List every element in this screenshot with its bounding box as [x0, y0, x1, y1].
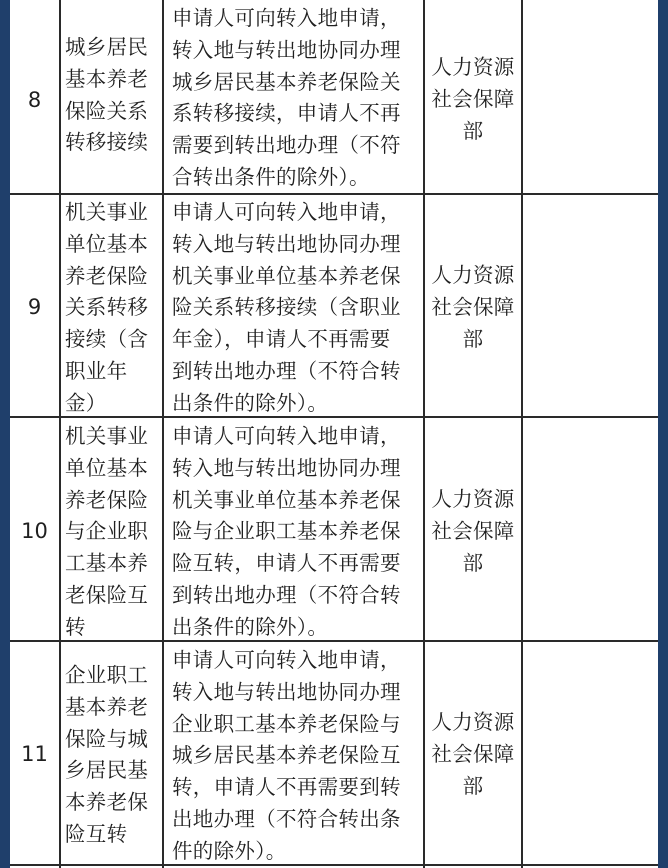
row-number: 11 — [21, 742, 48, 766]
row-number: 9 — [27, 295, 42, 319]
policy-table — [10, 0, 658, 868]
column-divider — [521, 0, 523, 868]
department: 人力资源 社会保障 部 — [431, 710, 515, 798]
column-divider — [162, 0, 164, 868]
row-number: 10 — [21, 519, 48, 543]
department: 人力资源 社会保障 部 — [431, 487, 515, 575]
department: 人力资源 社会保障 部 — [431, 263, 515, 351]
item-content: 申请人可向转入地申请， 转入地与转出地协同办理 机关事业单位基本养老保 险关系转移接续（含职业 年金），申请人不再需要 到转出地办理（不符合转 出条件的除外）。 — [172, 200, 401, 415]
item-content: 申请人可向转入地申请， 转入地与转出地协同办理 企业职工基本养老保险与 城乡居民基本养老保险互 转，申请人不再需要到转 出地办理（不符合转出条 件的除外）。 — [172, 648, 401, 863]
item-name: 城乡居民 基本养老 保险关系 转移接续 — [65, 35, 149, 155]
item-name: 机关事业 单位基本 养老保险 与企业职 工基本养 老保险互 转 — [65, 424, 149, 639]
column-divider — [59, 0, 61, 868]
department: 人力资源 社会保障 部 — [431, 55, 515, 143]
row-number: 8 — [27, 88, 42, 112]
item-name: 机关事业 单位基本 养老保险 关系转移 接续（含 职业年 金） — [65, 200, 149, 415]
item-content: 申请人可向转入地申请， 转入地与转出地协同办理 机关事业单位基本养老保 险与企业职工基本养老保 险互转，申请人不再需要 到转出地办理（不符合转 出条件的除外）。 — [172, 424, 401, 639]
item-name: 企业职工 基本养老 保险与城 乡居民基 本养老保 险互转 — [65, 663, 149, 846]
item-content: 申请人可向转入地申请， 转入地与转出地协同办理 城乡居民基本养老保险关 系转移接续，申请人不再 需要到转出地办理（不符 合转出条件的除外）。 — [172, 6, 401, 189]
